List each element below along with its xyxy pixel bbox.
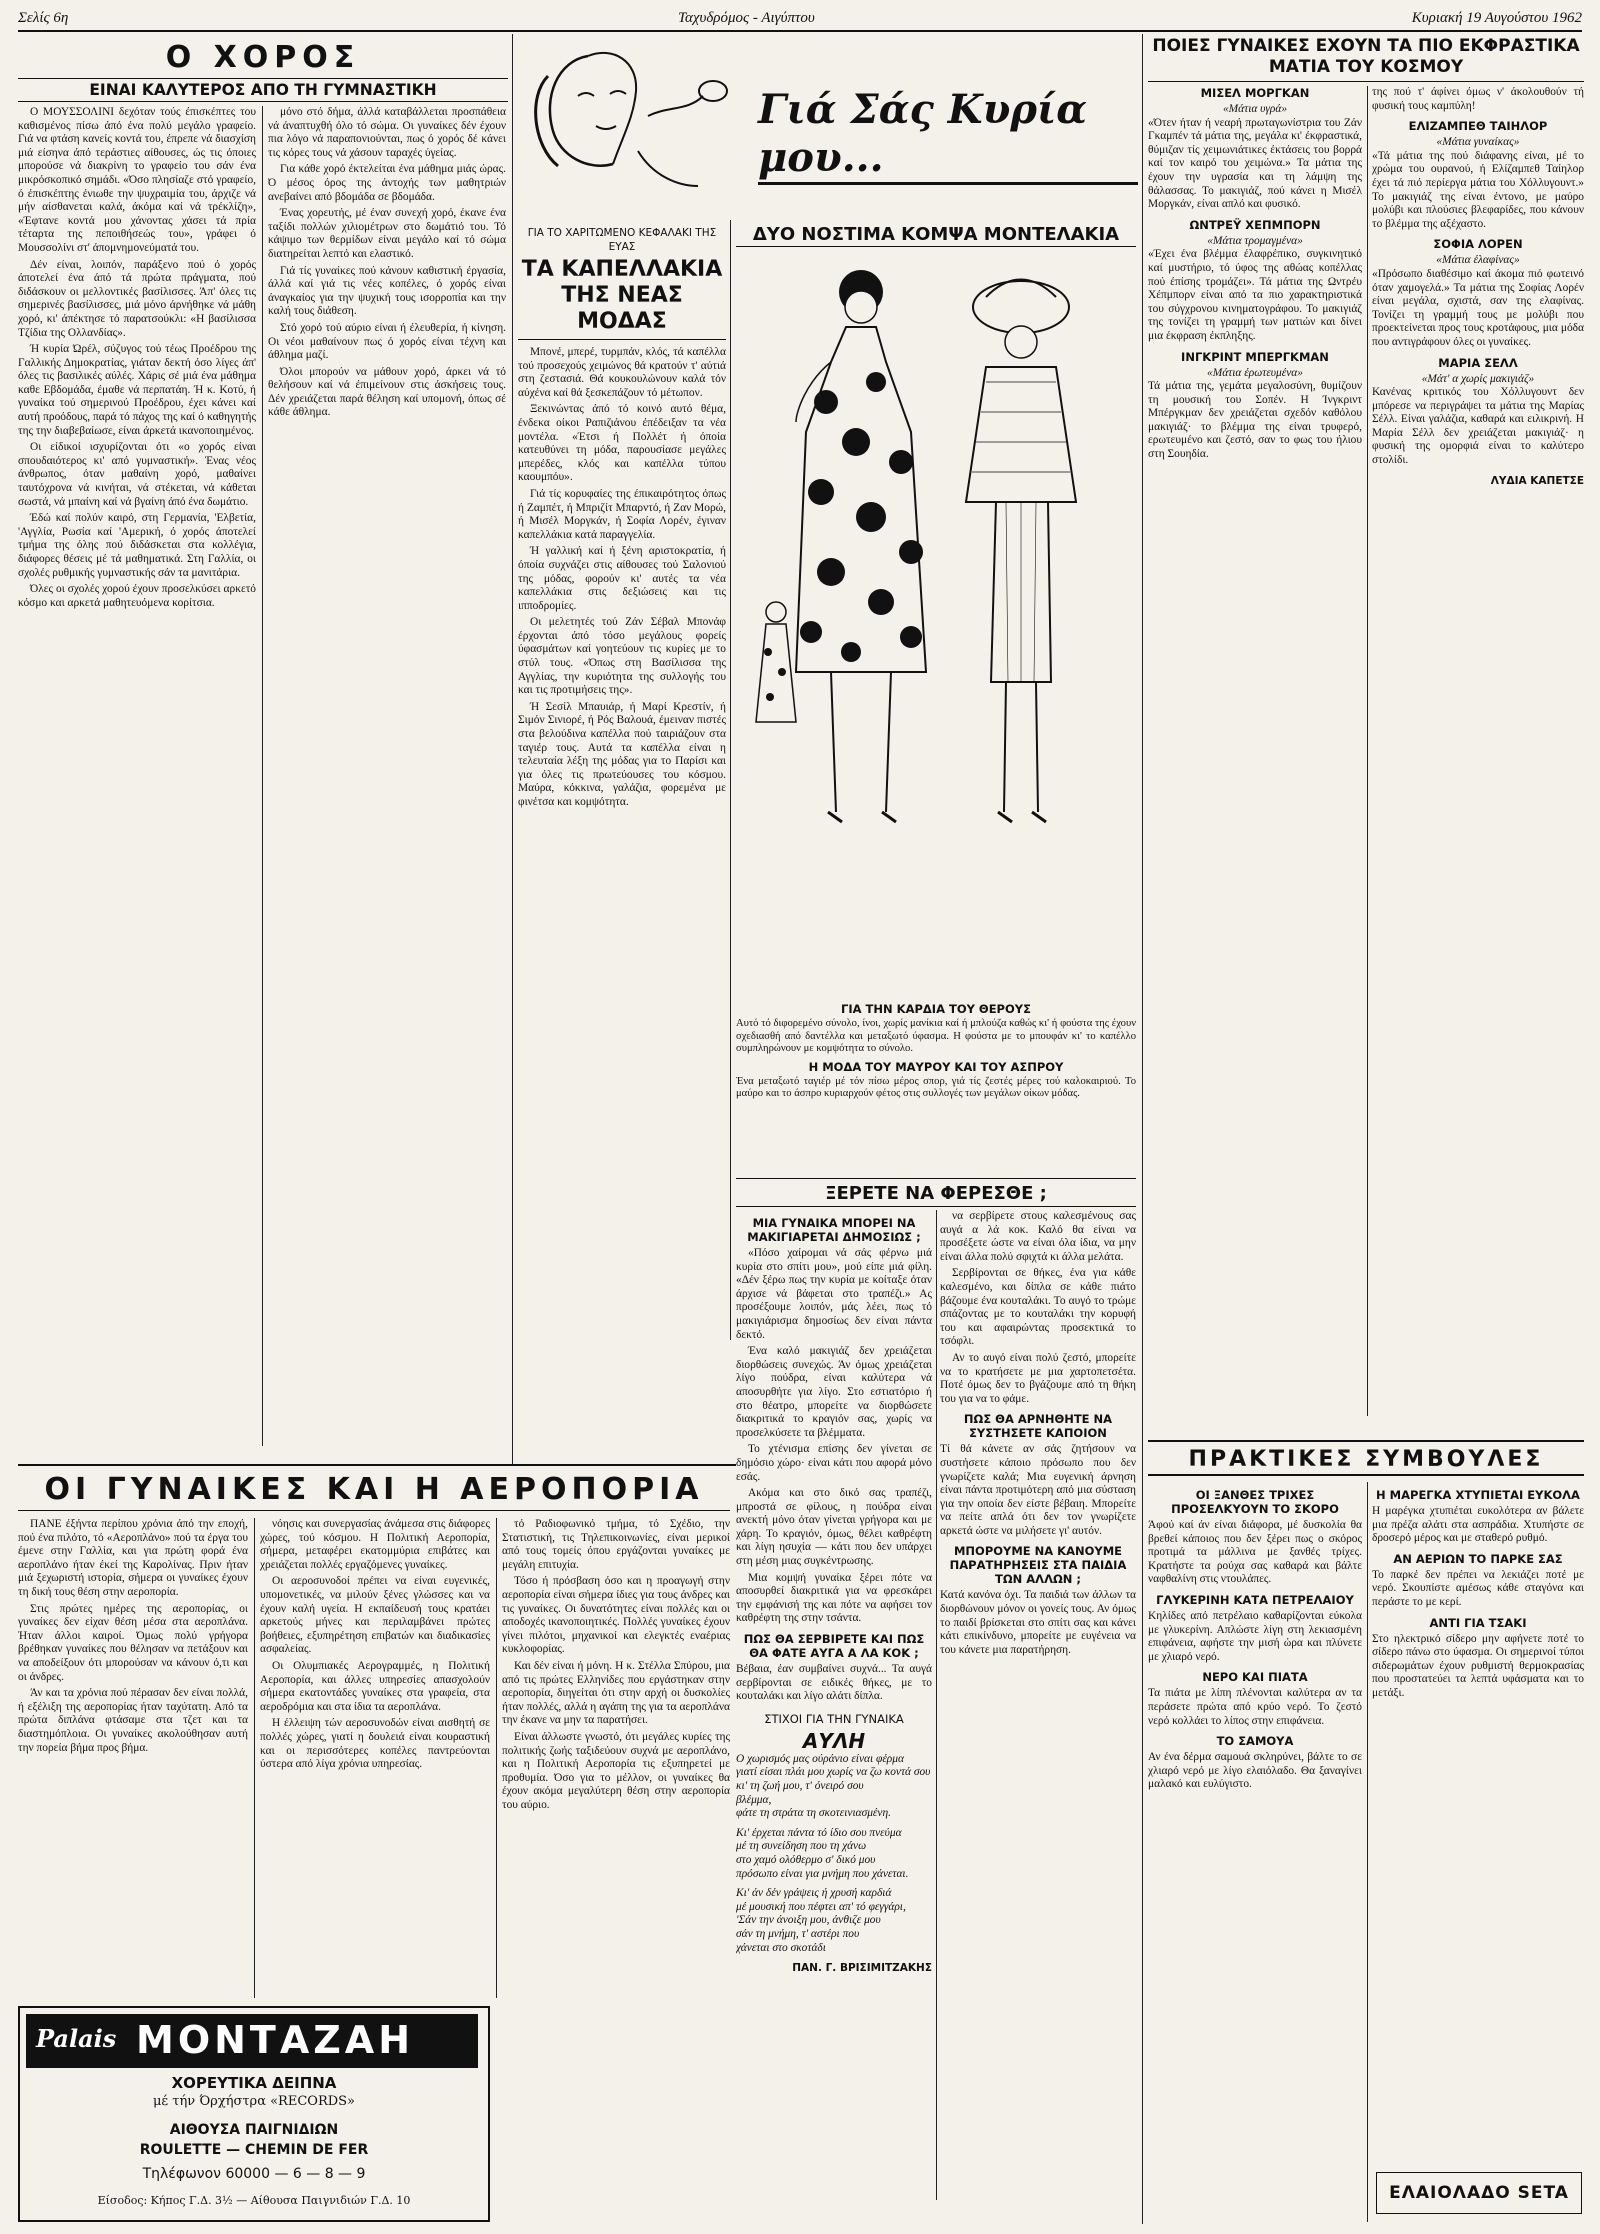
ad-elaiolado	[1376, 2172, 1582, 2214]
ad-line-1: ΧΟΡΕΥΤΙΚΑ ΔΕΙΠΝΑ	[171, 2074, 337, 2092]
actress-name: ΕΛΙΖΑΜΠΕΘ ΤΑΙΗΛΟΡ	[1408, 119, 1548, 134]
caption2-title: Η ΜΟΔΑ ΤΟΥ ΜΑΥΡΟΥ ΚΑΙ ΤΟΥ ΑΣΠΡΟΥ	[808, 1059, 1064, 1074]
ad-line-6: Είσοδος: Κήπος Γ.Δ. 3½ — Αίθουσα Παιγνιδιών Γ.Δ. 10	[97, 2194, 411, 2207]
actress-name: ΩΝΤΡΕΫ ΧΕΠΜΠΟΡΝ	[1189, 217, 1321, 232]
paragraph: Ξεκινώντας άπό τό κοινό αυτό θέμα, ένδεκα οίκοι Ραπιζιάνου έπέδειξαν τα νέα μοντέλα. «Έτσι ή Πολλέτ ή όποία κατευθύνει τη μόδα, παρουσίασε μεγάλες μπερέδες, κλός και καπέλλα τύπου καουμπόυ».	[518, 403, 726, 484]
actress-text: «Τά μάτια της πού διάφανης είναι, μέ το χρώμα του ουρανού, ή Ελίζαμπεθ Ταίηλορ έχει τά πιό περίεργα μάτια του Χόλλυγουντ.» Το μακιγιάζ της είναι έντονο, με μαύρο μολύβι και πλούσιες βλεφαρίδες, που κάνουν το βλέμμα της αξέχαστο.	[1372, 149, 1584, 230]
kyria-banner-title: Γιά Σάς Κυρία μου...	[758, 86, 1138, 185]
ad-line-5: Τηλέφωνον 60000 — 6 — 8 — 9	[142, 2166, 366, 2182]
choros-subtitle: ΕΙΝΑΙ ΚΑΛΥΤΕΡΟΣ ΑΠΟ ΤΗ ΓΥΜΝΑΣΤΙΚΗ	[18, 78, 508, 102]
actress-eyes-type: «Μάτια γυναίκας»	[1436, 136, 1520, 149]
paragraph: Ο ΜΟΥΣΣΟΛΙΝΙ δεχόταν τούς έπισκέπτες του καθισμένος πίσω άπό ένα πολύ μεγάλο γραφείο. Γιά να φτάση κανείς κοντά του, έπρεπε νά διασχίση μιά είσηνα άπό τεράστιες αίθουσες, ώς τις όποιες μπορούσε νά διακρίνη το γραφείο του σάν ένα μικρόσκοπικό σημάδι. «Όσο πλησίαζε στό γραφείο, ό έπισκέπτης ένιωθε την ψυχραιμία του, άρχιζε νά μήν αίσθανεται καλά, άκόμα καί νά τρέκλίζη», «Έφτανε κοντά μου χάνοντας χάσει τά πρία τέταρτα της πεποιθήσεώς του», γράφει ό Μουσσολίνι στ' άπομνημονεύματά του.	[18, 106, 256, 254]
paragraph: Ή γαλλική καί ή ξένη αριστοκρατία, ή όποία συχνάζει στις αίθουσες τού Σαλονιού της μόδας, φορούν κι' αυτές τα νέα καπελλάκια στις δεξιώσεις και τις ιπποδρομίες.	[518, 545, 726, 612]
poem-line: Κι' άν δέν γράψεις ή χρυσή καρδιά	[736, 1887, 892, 1900]
article-praktikes	[1148, 1446, 1584, 2226]
paragraph: Στό χορό τού αύριο είναι ή έλευθερία, ή κίνηση. Οι νέοι μαθαίνουν πως ό χορός είναι τέχνη και άθλημα μαζί.	[268, 321, 506, 362]
tip-title: ΟΙ ΞΑΝΘΕΣ ΤΡΙΧΕΣ ΠΡΟΣΕΛΚΥΟΥΝ ΤΟ ΣΚΟΡΟ	[1171, 1488, 1339, 1516]
actress-eyes-type: «Μάτια έλαφίνας»	[1436, 254, 1520, 267]
actress-block	[1372, 237, 1584, 349]
paragraph: Γιά τίς γυναίκες πού κάνουν καθιστική έργασία, άλλά καί γιά τις νέες κοπέλες, ό χορός είναι άναγκαίος για την ψυχική τους ισορροπία και την καλή τους διάθεση.	[268, 264, 506, 318]
tip-title: ΓΛΥΚΕΡΙΝΗ ΚΑΤΑ ΠΕΤΡΕΛΑΙΟΥ	[1156, 1592, 1354, 1607]
paragraph: «Πόσο χαίρομαι νά σάς φέρνω μιά κυρία στο σπίτι μου», μού είπε μιά φίλη. «Δέν ξέρω πως την κυρία με κοίταξε όταν άρχισε νά βάφεται στο τραπέζι.» Ας προσέξουμε λοιπόν, μάς λέει, πως τό μακιγιάρισμα δημοσίως δεν είναι πάντα δεκτό.	[736, 1247, 932, 1341]
ksairete-sub: ΜΙΑ ΓΥΝΑΙΚΑ ΜΠΟΡΕΙ ΝΑ ΜΑΚΙΓΙΑΡΕΤΑΙ ΔΗΜΟΣΙΩΣ ;	[747, 1216, 921, 1244]
pos-text: Τί θά κάνετε αν σάς ζητήσουν να συστήσετε κάποιο πρόσωπο που δεν γνωρίζετε καλά; Μια ευγενική άρνηση είναι πάντα προτιμότερη από μια σύσταση για την οποία δεν είστε βέβαιη. Μπορείτε να πείτε απλά ότι δεν τον γνωρίζετε αρκετά ώστε να μιλήσετε γι' αυτόν.	[940, 1443, 1136, 1537]
poem-line: βλέμμα,	[736, 1793, 772, 1806]
actress-text: «Πρόσωπο διαθέσιμο καί άκομα πιό φωτεινό όταν χαμογελά.» Τα μάτια της Σοφίας Λορέν είναι μεγάλα, σχιστά, σαν της ελαφίνας. Τονίζει τη γραμμή τους με μολύβι που προεκτείνεται προς τους κροτάφους, μια μόδα που αντιγράφουν όλες οι γυναίκες.	[1372, 267, 1584, 348]
paragraph: Οι αεροσυνοδοί πρέπει να είναι ευγενικές, υπομονετικές, να μιλούν ξένες γλώσσες και να έχουν καλή υγεία. Η εκπαίδευσή τους κρατάει αρκετούς μήνες και περιλαμβάνει πρώτες βοήθειες, εξυπηρέτηση επιβατών και διαδικασίες ασφαλείας.	[260, 1575, 490, 1656]
poem-line: μέ μουσική που πέφτει απ' τό φεγγάρι,	[736, 1900, 906, 1913]
actress-name: ΜΙΣΕΛ ΜΟΡΓΚΑΝ	[1200, 86, 1310, 100]
tip-text: Άφού καί άν είναι διάφορα, μέ δυσκολία θα βρεθεί κάποιος που δεν ξέρει πως ο σκόρος προτιμά τα μάλλινα με ξανθές τρίχες. Κρατήστε τα ρούχα σας καθαρά και βάλτε ναφθαλίνη στις ντουλάπες.	[1148, 1519, 1362, 1586]
poem-line: χάνεται στο σκοτάδι	[736, 1941, 826, 1954]
caption2-text: Ένα μεταξωτό ταγιέρ μέ τόν πίσω μέρος σπορ, γιά τίς ζεστές μέρες τού καλοκαιριού. Το μαύρο και το άσπρο κυριαρχούν φέτος στις συλλογές των μεγάλων οίκων μόδας.	[736, 1075, 1136, 1100]
actress-eyes-type: «Μάτια έρωτευμένα»	[1207, 366, 1303, 379]
ad-line-4: ROULETTE — CHEMIN DE FER	[139, 2142, 369, 2158]
ksairete-col-2	[940, 1210, 1136, 2210]
tip-title: ΑΝΤΙ ΓΙΑ ΤΣΑΚΙ	[1429, 1615, 1527, 1630]
ad-line-2: μέ τήν Όρχήστρα «RECORDS»	[152, 2094, 356, 2109]
tip-title: ΝΕΡΟ ΚΑΙ ΠΙΑΤΑ	[1202, 1670, 1308, 1685]
actress-text: της πού τ' άφίνει όμως ν' άκολουθούν τή φυσική τους καμπύλη!	[1372, 86, 1584, 112]
ksairete-title: ΞΕΡΕΤΕ ΝΑ ΦΕΡΕΣΘΕ ;	[736, 1182, 1136, 1207]
tip-text: Η μαρέγκα χτυπιέται ευκολότερα αν βάλετε μια πρέζα αλάτι στα ασπράδια. Χτυπήστε σε δροσερό μέρος και με σταθερό ρυθμό.	[1372, 1505, 1584, 1545]
servere-title: ΠΩΣ ΘΑ ΣΕΡΒΙΡΕΤΕ ΚΑΙ ΠΩΣ ΘΑ ΦΑΤΕ ΑΥΓΑ Α ΛΑ ΚΟΚ ;	[743, 1632, 925, 1661]
paragraph: Όλες οι σχολές χορού έχουν προσελκύσει αρκετό κόσμο και αρκετά μαθητευόμενα κορίτσια.	[18, 583, 256, 609]
mporoume-title: ΜΠΟΡΟΥΜΕ ΝΑ ΚΑΝΟΥΜΕ ΠΑΡΑΤΗΡΗΣΕΙΣ ΣΤΑ ΠΑΙΔΙΑ ΤΩΝ ΑΛΛΩΝ ;	[949, 1544, 1127, 1587]
actress-name: ΣΟΦΙΑ ΛΟΡΕΝ	[1433, 237, 1523, 252]
aeroporia-title: ΟΙ ΓΥΝΑΙΚΕΣ ΚΑΙ Η ΑΕΡΟΠΟΡΙΑ	[18, 1470, 730, 1511]
dresses-title: ΔΥΟ ΝΟΣΤΙΜΑ ΚΟΜΨΑ ΜΟΝΤΕΛΑΚΙΑ	[736, 224, 1136, 247]
ad-montazah	[18, 2006, 490, 2222]
actress-block	[1148, 86, 1362, 212]
tip-title: Η ΜΑΡΕΓΚΑ ΧΤΥΠΙΕΤΑΙ ΕΥΚΟΛΑ	[1376, 1488, 1580, 1502]
paragraph: Τόσο ή πρόσβαση όσο και η προαγωγή στην αεροπορία είναι σήμερα ίδιες για τους άνδρες και τις γυναίκες. Οι δυνατότητες είναι πολλές και οι αποδοχές ικανοποιητικές. Πολλές γυναίκες έχουν γίνει πιλότοι, μηχανικοί και ελεγκτές εναέριας κυκλοφορίας.	[502, 1575, 730, 1656]
ad-elaiolado-text: ΕΛΑΙΟΛΑΔΟ SETA	[1389, 2183, 1569, 2203]
paragraph: Ή κυρία Ώρέλ, σύζυγος τού τέως Προέδρου της Γαλλικής Δημοκρατίας, γιάταν δεκτή όσο λίγες άπ' όλες τις βασιλικές αύλές. Χάρις σέ μιά ένα μάθημα καθε Εβδομάδα, έμαθε νά περπατάη. Ή κ. Κοτύ, ή γυναίκα τού σημερινού Προέδρου, έχει κάνει καί αυτή προόδους, παρά τό πάχος της καί ό καθηγητής της την διαβεβαίωσε, είναι άρκετά ικανοποιημένος.	[18, 343, 256, 437]
poem-line: πρόσωπο είναι για μνήμη που χάνεται.	[736, 1867, 909, 1880]
paragraph: Για κάθε χορό έκτελείται ένα μάθημα μιάς ώρας. Ό μέσος όρος της άντοχής των μαθητριών ανεβαίνει από βδομάδα σε βδομάδα.	[268, 163, 506, 203]
article-hats	[518, 220, 726, 1340]
paragraph: Έδώ καί πολύν καιρό, στη Γερμανία, 'Ελβετία, 'Αγγλία, Ρωσία καί 'Αμερική, ό χορός άποτελεί τμήμα της όλης πού διδάσκεται στα κολλέγια, διάφορες θέσεις μέ τά μαθηματικά. Στη Γαλλία, οι σχολές ρυθμικής γυμναστικής σάν τα μανιτάρια.	[18, 512, 256, 579]
actress-block	[1148, 218, 1362, 344]
page-number: Σελίς 6η	[18, 10, 69, 26]
actress-text: «Ότεν ήταν ή νεαρή πρωταγωνίστρια του Ζάν Γκαμπέν τά μάτια της, μεγάλα κι' έκφραστικά, θύμιζαν τίς χειμωνιάτικες έκτάσεις του βορρά καί τον καιρό του χειμώνα.» Τα μάτια της έχουν την υγρασία και τη λάμψη της θάλασσας. Το μακιγιάζ, πού κάνει η Μισέλ Μοργκάν, είναι απλό και φυσικό.	[1148, 116, 1362, 211]
poem-line: Ο χωρισμός μας ούράνιο είναι φέρμα	[736, 1752, 904, 1765]
matia-title: ΠΟΙΕΣ ΓΥΝΑΙΚΕΣ ΕΧΟΥΝ ΤΑ ΠΙΟ ΕΚΦΡΑΣΤΙΚΑ ΜΑΤΙΑ ΤΟΥ ΚΟΣΜΟΥ	[1148, 36, 1584, 82]
actress-name: ΙΝΓΚΡΙΝΤ ΜΠΕΡΓΚΜΑΝ	[1181, 349, 1329, 364]
paragraph: Το χτένισμα επίσης δεν γίνεται σε δημόσιο χώρο· είναι κάτι που αφορά μόνο εσάς.	[736, 1443, 932, 1483]
paragraph: Άν και τα χρόνια πού πέρασαν δεν είναι πολλά, ή εξέλιξη της αεροπορίας ήταν ταχύτατη. Από τα πρώτα διπλάνα φτάσαμε στα τζετ και τα διαστημόπλοια. Οι γυναίκες ακολούθησαν αυτή την πορεία βήμα προς βήμα.	[18, 1687, 248, 1754]
article-ksairete	[736, 1182, 1136, 2222]
tip-text: Στο ηλεκτρικό σίδερο μην αφήνετε ποτέ το σίδερο πάνω στο ύφασμα. Οι σημερινοί τύποι σιδερωμάτων έχουν ρυθμιστή θερμοκρασίας που προστατεύει τα λεπτά υφάσματα και το μετάξι.	[1372, 1632, 1584, 1699]
fashion-illustration	[736, 252, 1136, 952]
paragraph: Σερβίρονται σε θήκες, ένα για κάθε καλεσμένο, και δίπλα σε κάθε πιάτο βάζουμε ένα κουταλάκι. Το αυγό το τρώμε σπάζοντας με το κουταλάκι την κορυφή του και αφαιρώντας προσεκτικά το τσόφλι.	[940, 1267, 1136, 1348]
actress-eyes-type: «Μάτ' α χωρίς μακιγιάζ»	[1421, 372, 1535, 385]
choros-col-1	[18, 106, 256, 1456]
paragraph: μόνο στό δήμα, άλλά καταβάλλεται προσπάθεια νά άναπτυχθή όλο τό σώμα. Οι γυναίκες δέν έχουν πια λόγο νά παραπονιούνται, πως ό χορός δέ κάνει τις κόρες τους νά χάσουν ταραχές ύγείας.	[268, 106, 506, 159]
tip-text: Κηλίδες από πετρέλαιο καθαρίζονται εύκολα με γλυκερίνη. Απλώστε λίγη στη λεκιασμένη επιφάνεια, αφήστε την μισή ώρα και πλύνετε με χλιαρό νερό.	[1148, 1609, 1362, 1663]
paragraph: Ένας χορευτής, μέ έναν συνεχή χορό, έκανε ένα ταξίδι πολλών χιλιομέτρων στο δωμάτιό του. Τό κάψιμο των θερμίδων είναι μεγάλο καί τό σώμα διατηρείται λεπτό και ελαστικό.	[268, 207, 506, 260]
tip-text: Αν ένα δέρμα σαμουά σκληρύνει, βάλτε το σε χλιαρό νερό με λίγο ελαιόλαδο. Θα ξαναγίνει μαλακό και ευλύγιστο.	[1148, 1751, 1362, 1791]
paragraph: ΠΑΝΕ έξήντα περίπου χρόνια άπό την εποχή, πού ένα πιλότο, τό «Αεροπλάνο» πού τα έργα του έμενε στην Γαλλία, και για πρώτη φορά ένα αεροπλάνο ήταν έκεί της Καρολίνας. Πριν ήταν μιά ξεχωριστή ιστορία, σήμερα οι γυναίκες έχουν τη δική τους θέση στην αεροπορία.	[18, 1518, 248, 1598]
aeroporia-col-3	[502, 1518, 730, 2218]
actress-block	[1372, 119, 1584, 231]
caption-text: Αυτό τό διφορεμένο σύνολο, ίνοι, χωρίς μανίκια καί ή μπλούζα καθώς κι' ή φούστα της έχουν σχεδιασθή από δαντέλλα και μεταξωτό ύφασμα. Η φούστα με το μπουφάν κι' το καπέλλο συμπληρώνουν με κομψότητα το σύνολο.	[736, 1018, 1136, 1055]
paragraph: Αν το αυγό είναι πολύ ζεστό, μπορείτε να το κρατήσετε με μια χαρτοπετσέτα. Ποτέ όμως δεν το βγάζουμε από τη θήκη του για να το φάμε.	[940, 1351, 1136, 1405]
paragraph: Στις πρώτες ημέρες της αεροπορίας, οι γυναίκες δεν είχαν θέση μέσα στα αεροπλάνα. Ήταν άλλοι καιροί. Όμως πολύ γρήγορα βρέθηκαν γυναίκες που θέλησαν να πετάξουν και να αποδείξουν ότι μπορούσαν να κάνουν ό,τι και οι άνδρες.	[18, 1602, 248, 1683]
poem-title: ΑΥΛΗ	[802, 1728, 866, 1753]
mporoume-text: Κατά κανόνα όχι. Τα παιδιά των άλλων τα διορθώνουν μόνον οι γονείς τους. Αν όμως το παιδί βρίσκεται στο σπίτι σας και κάνει κάτι επικίνδυνο, μπορείτε με ευγένεια να του κάνετε μια παρατήρηση.	[940, 1589, 1136, 1656]
caption-title: ΓΙΑ ΤΗΝ ΚΑΡΔΙΑ ΤΟΥ ΘΕΡΟΥΣ	[841, 1002, 1031, 1016]
page-header	[18, 8, 1582, 32]
praktikes-title: ΠΡΑΚΤΙΚΕΣ ΣΥΜΒΟΥΛΕΣ	[1148, 1446, 1584, 1476]
poem-line: μέ τη συνείδηση που τη χάνω	[736, 1840, 867, 1853]
tip-text: Το παρκέ δεν πρέπει να λεκιάζει ποτέ με νερό. Σκουπίστε αμέσως κάθε σταγόνα και περάστε το με κερί.	[1372, 1568, 1584, 1608]
actress-text: Τά μάτια της, γεμάτα μεγαλοσύνη, θυμίζουν τη μουσική του Σοπέν. Η Ίνγκριντ Μπέργκμαν δεν χρειάζεται σχεδόν καθόλου μακιγιάζ· το βλέμμα της είναι τρυφερό, ερωτευμένο και ζεστό, σαν το φως του ήλιου στη Σουηδία.	[1148, 380, 1362, 461]
poem-kicker: ΣΤΙΧΟΙ ΓΙΑ ΤΗΝ ΓΥΝΑΙΚΑ	[764, 1711, 904, 1726]
paragraph: Οι μελετητές τού Ζάν Σέβαλ Μπονάφ έρχονται άπό τόσο μεγάλους φορείς ύφασμάτων καί γοητεύουν τις κυρίες με το στύλ τους. «Όπως στη Βασίλισσα της Αγγλίας, την κυριότητα της συλλογής του και τις προτιμήσεις της».	[518, 616, 726, 697]
paragraph: Η έλλειψη τών αεροσυνοδών είναι αισθητή σε πολλές χώρες, γιατί η δουλειά είναι κουραστική και οι περισσότερες κοπέλες παντρεύονται ύστερα από λίγα χρόνια υπηρεσίας.	[260, 1717, 490, 1771]
paragraph: νόησις και συνεργασίας άνάμεσα στις διάφορες χώρες, τού κόσμου. Η Πολιτική Αεροπορία, σήμερα, μεταφέρει εκατομμύρια επιβάτες και χρειάζεται πολλές εργαζόμενες γυναίκες.	[260, 1518, 490, 1571]
poem-author: ΠΑΝ. Γ. ΒΡΙΣΙΜΙΤΖΑΚΗΣ	[792, 1962, 932, 1975]
poem-line: Κι' έρχεται πάντα τό ίδιο σου πνεύμα	[736, 1826, 902, 1839]
choros-title: Ο ΧΟΡΟΣ	[165, 40, 361, 75]
actress-text: Κανένας κριτικός του Χόλλυγουντ δεν μπόρεσε να περιγράψει τα μάτια της Μαρίας Σέλλ. Είναι γαλάζια, καθαρά και ειλικρινή. Η Μαρία Σέλλ δεν χρειάζεται μακιγιάζ· η φυσική της ομορφιά είναι το καλύτερο στολίδι.	[1372, 386, 1584, 467]
matia-author: ΛΥΔΙΑ ΚΑΠΕΤΣΕ	[1490, 474, 1584, 487]
article-choros	[18, 40, 508, 1460]
matia-col-2	[1372, 86, 1584, 1426]
poem-line: στο χαμό ολόθερμο σ' δικό μου	[736, 1853, 876, 1866]
actress-eyes-type: «Μάτια υγρά»	[1222, 103, 1288, 115]
ad-brand: Palais	[36, 2024, 117, 2053]
paragraph: να σερβίρετε στους καλεσμένους σας αυγά α λά κοκ. Καλό θα είναι να προσέξετε ώστε να είναι όλα ίδια, να μην είναι άλλα πολύ σφιχτά κι άλλα μελάτα.	[940, 1210, 1136, 1263]
servere-text: Βέβαια, έαν συμβαίνει συχνά... Τα αυγά σερβίρονται σε ειδικές θήκες, με το κουταλάκι και λίγο αλάτι δίπλα.	[736, 1663, 932, 1703]
aeroporia-col-1	[18, 1518, 248, 1998]
choros-col-2	[268, 106, 506, 1456]
paragraph: Γιά τίς κορυφαίες της έπικαιρότητος όπως ή Ζαμπέτ, ή Μπριζίτ Μπαρντό, ή Ζαν Μορώ, ή Μισέλ Μοργκάν, ή Σοφία Λορέν, έγιναν καπελλάκια κατά παραγγελία.	[518, 487, 726, 541]
tip-text: Τα πιάτα με λίπη πλένονται καλύτερα αν τα περάσετε πρώτα από κρύο νερό. Το ζεστό νερό κολλάει το λίπος στην επιφάνεια.	[1148, 1687, 1362, 1727]
paragraph: Μια κομψή γυναίκα ξέρει πότε να αποσυρθεί διακριτικά για να φρεσκάρει την εμφάνισή της και πότε να αφήσει τον καθρέφτη της στην τσάντα.	[736, 1571, 932, 1625]
poem-line: σάν τη μνήμη, τ' αστέρι που	[736, 1927, 860, 1940]
actress-name: ΜΑΡΙΑ ΣΕΛΛ	[1438, 355, 1518, 370]
praktikes-col-2	[1372, 1482, 1584, 2162]
paragraph: Είναι άλλωστε γνωστό, ότι μεγάλες κυρίες της πολιτικής ζωής ταξιδεύουν συχνά με αεροπλάνο, και η Πολιτική Αεροπορία τις εξυπηρετεί με προθυμία. Όσο για το μέλλον, οι γυναίκες θα έχουν ακόμα μεγαλύτερη θέση στην αεροπορία του αύριο.	[502, 1730, 730, 1811]
hats-text	[518, 346, 726, 810]
aeroporia-col-2	[260, 1518, 490, 1998]
newspaper-name: Ταχυδρόμος - Αιγύπτου	[678, 10, 815, 26]
ad-name: ΜΟΝΤΑΖΑΗ	[136, 2018, 415, 2062]
poem-line: κι' τη ζωή μου, τ' όνειρό σου	[736, 1780, 864, 1792]
issue-date: Κυριακή 19 Αυγούστου 1962	[1411, 10, 1582, 26]
poem-line: φάτε τη στράτα τη σκοτεινιασμένη.	[736, 1807, 891, 1820]
ksairete-col-1	[736, 1210, 932, 2210]
dresses-section	[736, 224, 1136, 994]
paragraph: Όλοι μπορούν να μάθουν χορό, άρκει νά τό θελήσουν καί νά έπιμείνουν στις άσκήσεις τους. Δέν χρειάζεται παρά θέληση καί υπομονή, όπως σέ κάθε άθλημα.	[268, 365, 506, 419]
dresses-captions	[736, 1000, 1136, 1170]
paragraph: Οι είδικοί ισχυρίζονται ότι «ο χορός είναι σπουδαιότερος κι' από γυμναστική». Ένας νέος άνθρωπος, όταν μαθαίνη χορό, μαθαίνει ταυτόχρονα νά κινήται, νά στέκεται, νά κάθεται σωστά, νά μπαίνη καί νά βγαίνη άπό ένα δωμάτιο.	[18, 441, 256, 508]
paragraph: Ένα καλό μακιγιάζ δεν χρειάζεται διορθώσεις συνεχώς. Άν όμως χρειάζεται λίγο πούδρα, είναι καλύτερα νά αποσυρθήτε για λίγο. Στο εστιατόριο ή στο θέατρο, μπορείτε να διορθώσετε διακριτικά το κραγιόν σας, χωρίς να προσελκύσετε τα βλέμματα.	[736, 1345, 932, 1439]
hats-kicker: ΓΙΑ ΤΟ ΧΑΡΙΤΩΜΕΝΟ ΚΕΦΑΛΑΚΙ ΤΗΣ ΕΥΑΣ	[527, 227, 717, 253]
actress-block	[1372, 356, 1584, 468]
tip-title: ΤΟ ΣΑΜΟΥΑ	[1216, 1734, 1294, 1749]
poem-line: γιατί είσαι πλάι μου χωρίς να ζω κοντά σου	[736, 1766, 931, 1779]
paragraph: Μπονέ, μπερέ, τυρμπάν, κλός, τά καπέλλα τού προσεχούς χειμώνος θά κρατούν τ' αύτιά στη ζεστασιά. Θά κουκουλώνουν καλά τόν αύχένα καί θά ξεσκεπάζουν τό μέτωπον.	[518, 346, 726, 399]
paragraph: τό Ραδιοφωνικό τμήμα, τό Σχέδιο, την Στατιστική, τις Τηλεπικοινωνίες, είναι μερικοί από τους τομείς όπου εργάζονται γυναίκες με μεγάλη επιτυχία.	[502, 1518, 730, 1571]
hats-title: ΤΑ ΚΑΠΕΛΛΑΚΙΑ ΤΗΣ ΝΕΑΣ ΜΟΔΑΣ	[518, 257, 726, 340]
woman-face-icon	[518, 36, 758, 211]
kyria-banner	[518, 36, 1138, 216]
tip-title: ΑΝ ΑΕΡΙΩΝ ΤΟ ΠΑΡΚΕ ΣΑΣ	[1393, 1551, 1563, 1566]
actress-text: «Έχει ένα βλέμμα έλαφρέπικο, συγκινητικό καί μυστήριο, τό ύφος της αθώας κοπέλλας πού έπίσης τρομάζει». Τά μάτια της Ωντρέυ Χέπμπορν είναι από τα πιο χαρακτηριστικά του σύγχρονου κινηματογράφου. Το μακιγιάζ της τονίζει τη γραμμή των ματιών και δίνει μια έκφραση έκπληξης.	[1148, 248, 1362, 342]
ad-montazah-band	[26, 2014, 478, 2068]
paragraph: Και δέν είναι ή μόνη. Η κ. Στέλλα Σπύρου, μια από τις πρώτες Ελληνίδες που εργάστηκαν στην αεροπορία, διηγείται ότι στην αρχή οι δυσκολίες ήταν πολλές, αλλά η αγάπη της για τα αεροπλάνα την έκανε να μην τα παρατήσει.	[502, 1659, 730, 1727]
actress-eyes-type: «Μάτια τρομαγμένα»	[1207, 234, 1303, 247]
poem	[736, 1753, 932, 1955]
paragraph: Δέν είναι, λοιπόν, παράξενο πού ό χορός άποτελεί ένα άπό τά πρώτα πράγματα, πού διδάσκουν οι μελλοντικές βασίλισσες. Άπ' όλες τις σημερινές βασίλισσες, μιά μόνο άρνήθηκε νά μάθη χορό, κι' άπέκτησε τό παρατσούκλι: «Η βασίλισσα Τζίδια της Ολλανδίας».	[18, 258, 256, 339]
paragraph: Ακόμα και στο δικό σας τραπέζι, μπροστά σε φίλους, η πούδρα είναι ανεκτή μόνο όταν γίνεται γρήγορα και με χάρη. Το κραγιόν, όμως, θέλει καθρέφτη και λίγη ησυχία — κάτι που δεν υπάρχει στη μέση μιας συγκέντρωσης.	[736, 1487, 932, 1568]
pos-title: ΠΩΣ ΘΑ ΑΡΝΗΘΗΤΕ ΝΑ ΣΥΣΤΗΣΕΤΕ ΚΑΠΟΙΟΝ	[963, 1412, 1113, 1441]
ad-line-3: ΑΙΘΟΥΣΑ ΠΑΙΓΝΙΔΙΩΝ	[169, 2122, 339, 2138]
matia-col-1	[1148, 86, 1362, 1426]
paragraph: Οι Ολυμπιακές Αερογραμμές, η Πολιτική Αεροπορία, και άλλες υπηρεσίες απασχολούν σήμερα εκατοντάδες γυναίκες στα γραφεία, στα αεροδρόμια και στα ίδια τα αεροπλάνα.	[260, 1659, 490, 1713]
actress-block	[1148, 350, 1362, 462]
article-matia	[1148, 36, 1584, 1436]
paragraph: Ή Σεσίλ Μπαυιάρ, ή Μαρί Κρεστίν, ή Σιμόν Σινιορέ, ή Ρός Βαλουά, έμειναν πιστές στα βελούδινα καπέλλα πού ταιριάζουν στα ταγιέρ τους. Αυτά τα καπέλλα είναι η τελευταία λέξη της μόδας για το Παρίσι και για όλες τις πρωτεύουσες του κόσμου. Μαύρα, κόκκινα, γαλάζια, φορεμένα με φινέτσα και κομψότητα.	[518, 700, 726, 808]
poem-line: 'Σάν την άνοιξη μου, άνθιζε μου	[736, 1914, 881, 1927]
praktikes-col-1	[1148, 1482, 1362, 2222]
